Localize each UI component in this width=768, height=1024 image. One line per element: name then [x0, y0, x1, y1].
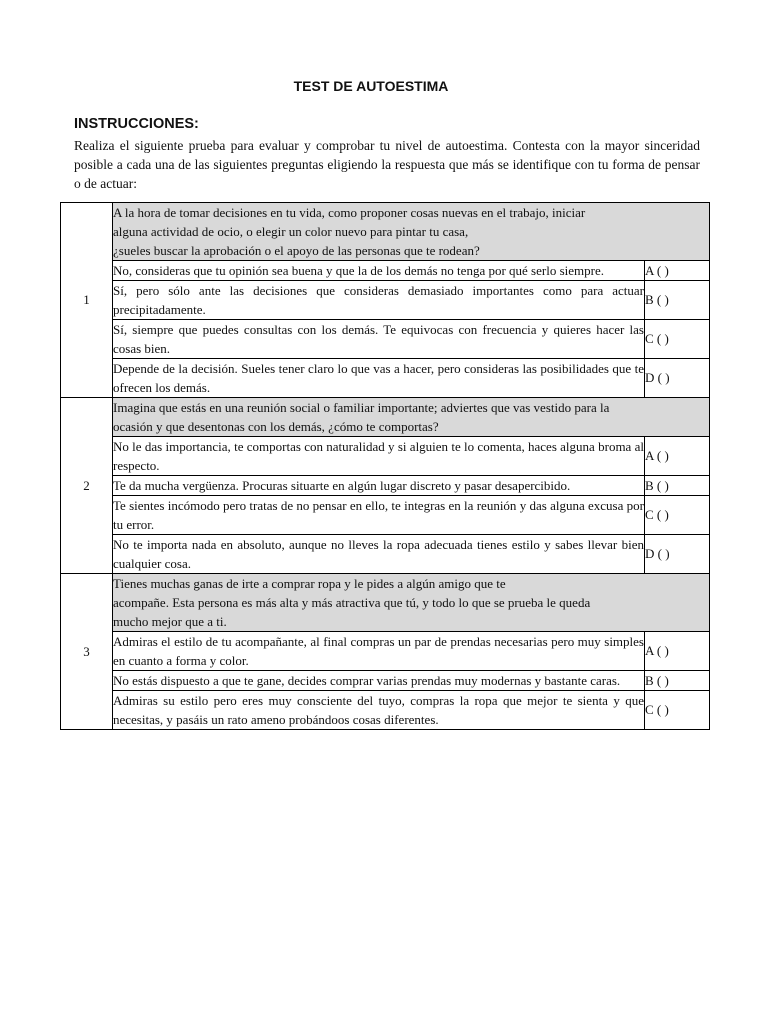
answer-row [61, 535, 710, 574]
answer-row [61, 496, 710, 535]
question-row [61, 398, 710, 437]
question-prompt-line: mucho mejor que a ti. [113, 614, 227, 629]
answer-text: No estás dispuesto a que te gane, decides comprar varias prendas muy modernas y bastante caras. [113, 671, 645, 691]
question-prompt-line: acompañe. Esta persona es más alta y más atractiva que tú, y todo lo que se prueba le queda [113, 595, 591, 610]
answer-text: No le das importancia, te comportas con naturalidad y si alguien te lo comenta, haces alguna broma al respecto. [113, 437, 645, 476]
quiz-table [60, 202, 710, 730]
answer-row [61, 691, 710, 730]
answer-text: Sí, pero sólo ante las decisiones que consideras demasiado importantes como para actuar precipitadamente. [113, 281, 645, 320]
question-prompt-line: A la hora de tomar decisiones en tu vida, como proponer cosas nuevas en el trabajo, iniciar [113, 205, 586, 220]
question-number: 2 [61, 398, 113, 574]
question-prompt-line: Imagina que estás en una reunión social o familiar importante; adviertes que vas vestido para la [113, 400, 610, 415]
answer-row [61, 359, 710, 398]
answer-text: Admiras su estilo pero eres muy consciente del tuyo, compras la ropa que mejor te sienta y que necesitas, y pasáis un rato ameno probándoos cosas diferentes. [113, 691, 645, 730]
answer-row [61, 261, 710, 281]
answer-option-a[interactable]: A ( ) [645, 437, 710, 476]
question-row [61, 574, 710, 632]
answer-option-a[interactable]: A ( ) [645, 261, 710, 281]
answer-option-a[interactable]: A ( ) [645, 632, 710, 671]
answer-option-b[interactable]: B ( ) [645, 671, 710, 691]
answer-row [61, 671, 710, 691]
answer-row [61, 632, 710, 671]
question-prompt [113, 398, 710, 437]
answer-option-d[interactable]: D ( ) [645, 359, 710, 398]
answer-text: Te da mucha vergüenza. Procuras situarte en algún lugar discreto y pasar desapercibido. [113, 476, 645, 496]
question-prompt-line: ocasión y que desentonas con los demás, ¿cómo te comportas? [113, 419, 439, 434]
answer-text: Depende de la decisión. Sueles tener claro lo que vas a hacer, pero consideras las posibilidades que te ofrecen los demás. [113, 359, 645, 398]
document-title: TEST DE AUTOESTIMA [293, 78, 449, 94]
answer-row [61, 320, 710, 359]
question-prompt-line: Tienes muchas ganas de irte a comprar ropa y le pides a algún amigo que te [113, 576, 506, 591]
question-row [61, 203, 710, 261]
answer-option-c[interactable]: C ( ) [645, 320, 710, 359]
answer-text: Te sientes incómodo pero tratas de no pensar en ello, te integras en la reunión y das alguna excusa por tu error. [113, 496, 645, 535]
answer-option-c[interactable]: C ( ) [645, 496, 710, 535]
answer-row [61, 281, 710, 320]
answer-text: Admiras el estilo de tu acompañante, al final compras un par de prendas necesarias pero muy simples en cuanto a forma y color. [113, 632, 645, 671]
instructions-heading: INSTRUCCIONES: [74, 116, 199, 132]
answer-option-b[interactable]: B ( ) [645, 281, 710, 320]
instructions-text: Realiza el siguiente prueba para evaluar y comprobar tu nivel de autoestima. Contesta con la mayor sinceridad posible a cada una de las siguientes preguntas eligiendo la respuesta que más se identifique con tu forma de pensar o de actuar: [74, 138, 700, 191]
answer-text: No te importa nada en absoluto, aunque no lleves la ropa adecuada tienes estilo y sabes llevar bien cualquier cosa. [113, 535, 645, 574]
question-prompt [113, 574, 710, 632]
question-prompt [113, 203, 710, 261]
answer-option-b[interactable]: B ( ) [645, 476, 710, 496]
question-number: 1 [61, 203, 113, 398]
answer-text: Sí, siempre que puedes consultas con los demás. Te equivocas con frecuencia y quieres hacer las cosas bien. [113, 320, 645, 359]
question-number: 3 [61, 574, 113, 730]
question-prompt-line: ¿sueles buscar la aprobación o el apoyo de las personas que te rodean? [113, 243, 480, 258]
answer-text: No, consideras que tu opinión sea buena y que la de los demás no tenga por qué serlo siempre. [113, 261, 645, 281]
answer-option-d[interactable]: D ( ) [645, 535, 710, 574]
answer-row [61, 437, 710, 476]
answer-row [61, 476, 710, 496]
answer-option-c[interactable]: C ( ) [645, 691, 710, 730]
question-prompt-line: alguna actividad de ocio, o elegir un color nuevo para pintar tu casa, [113, 224, 469, 239]
